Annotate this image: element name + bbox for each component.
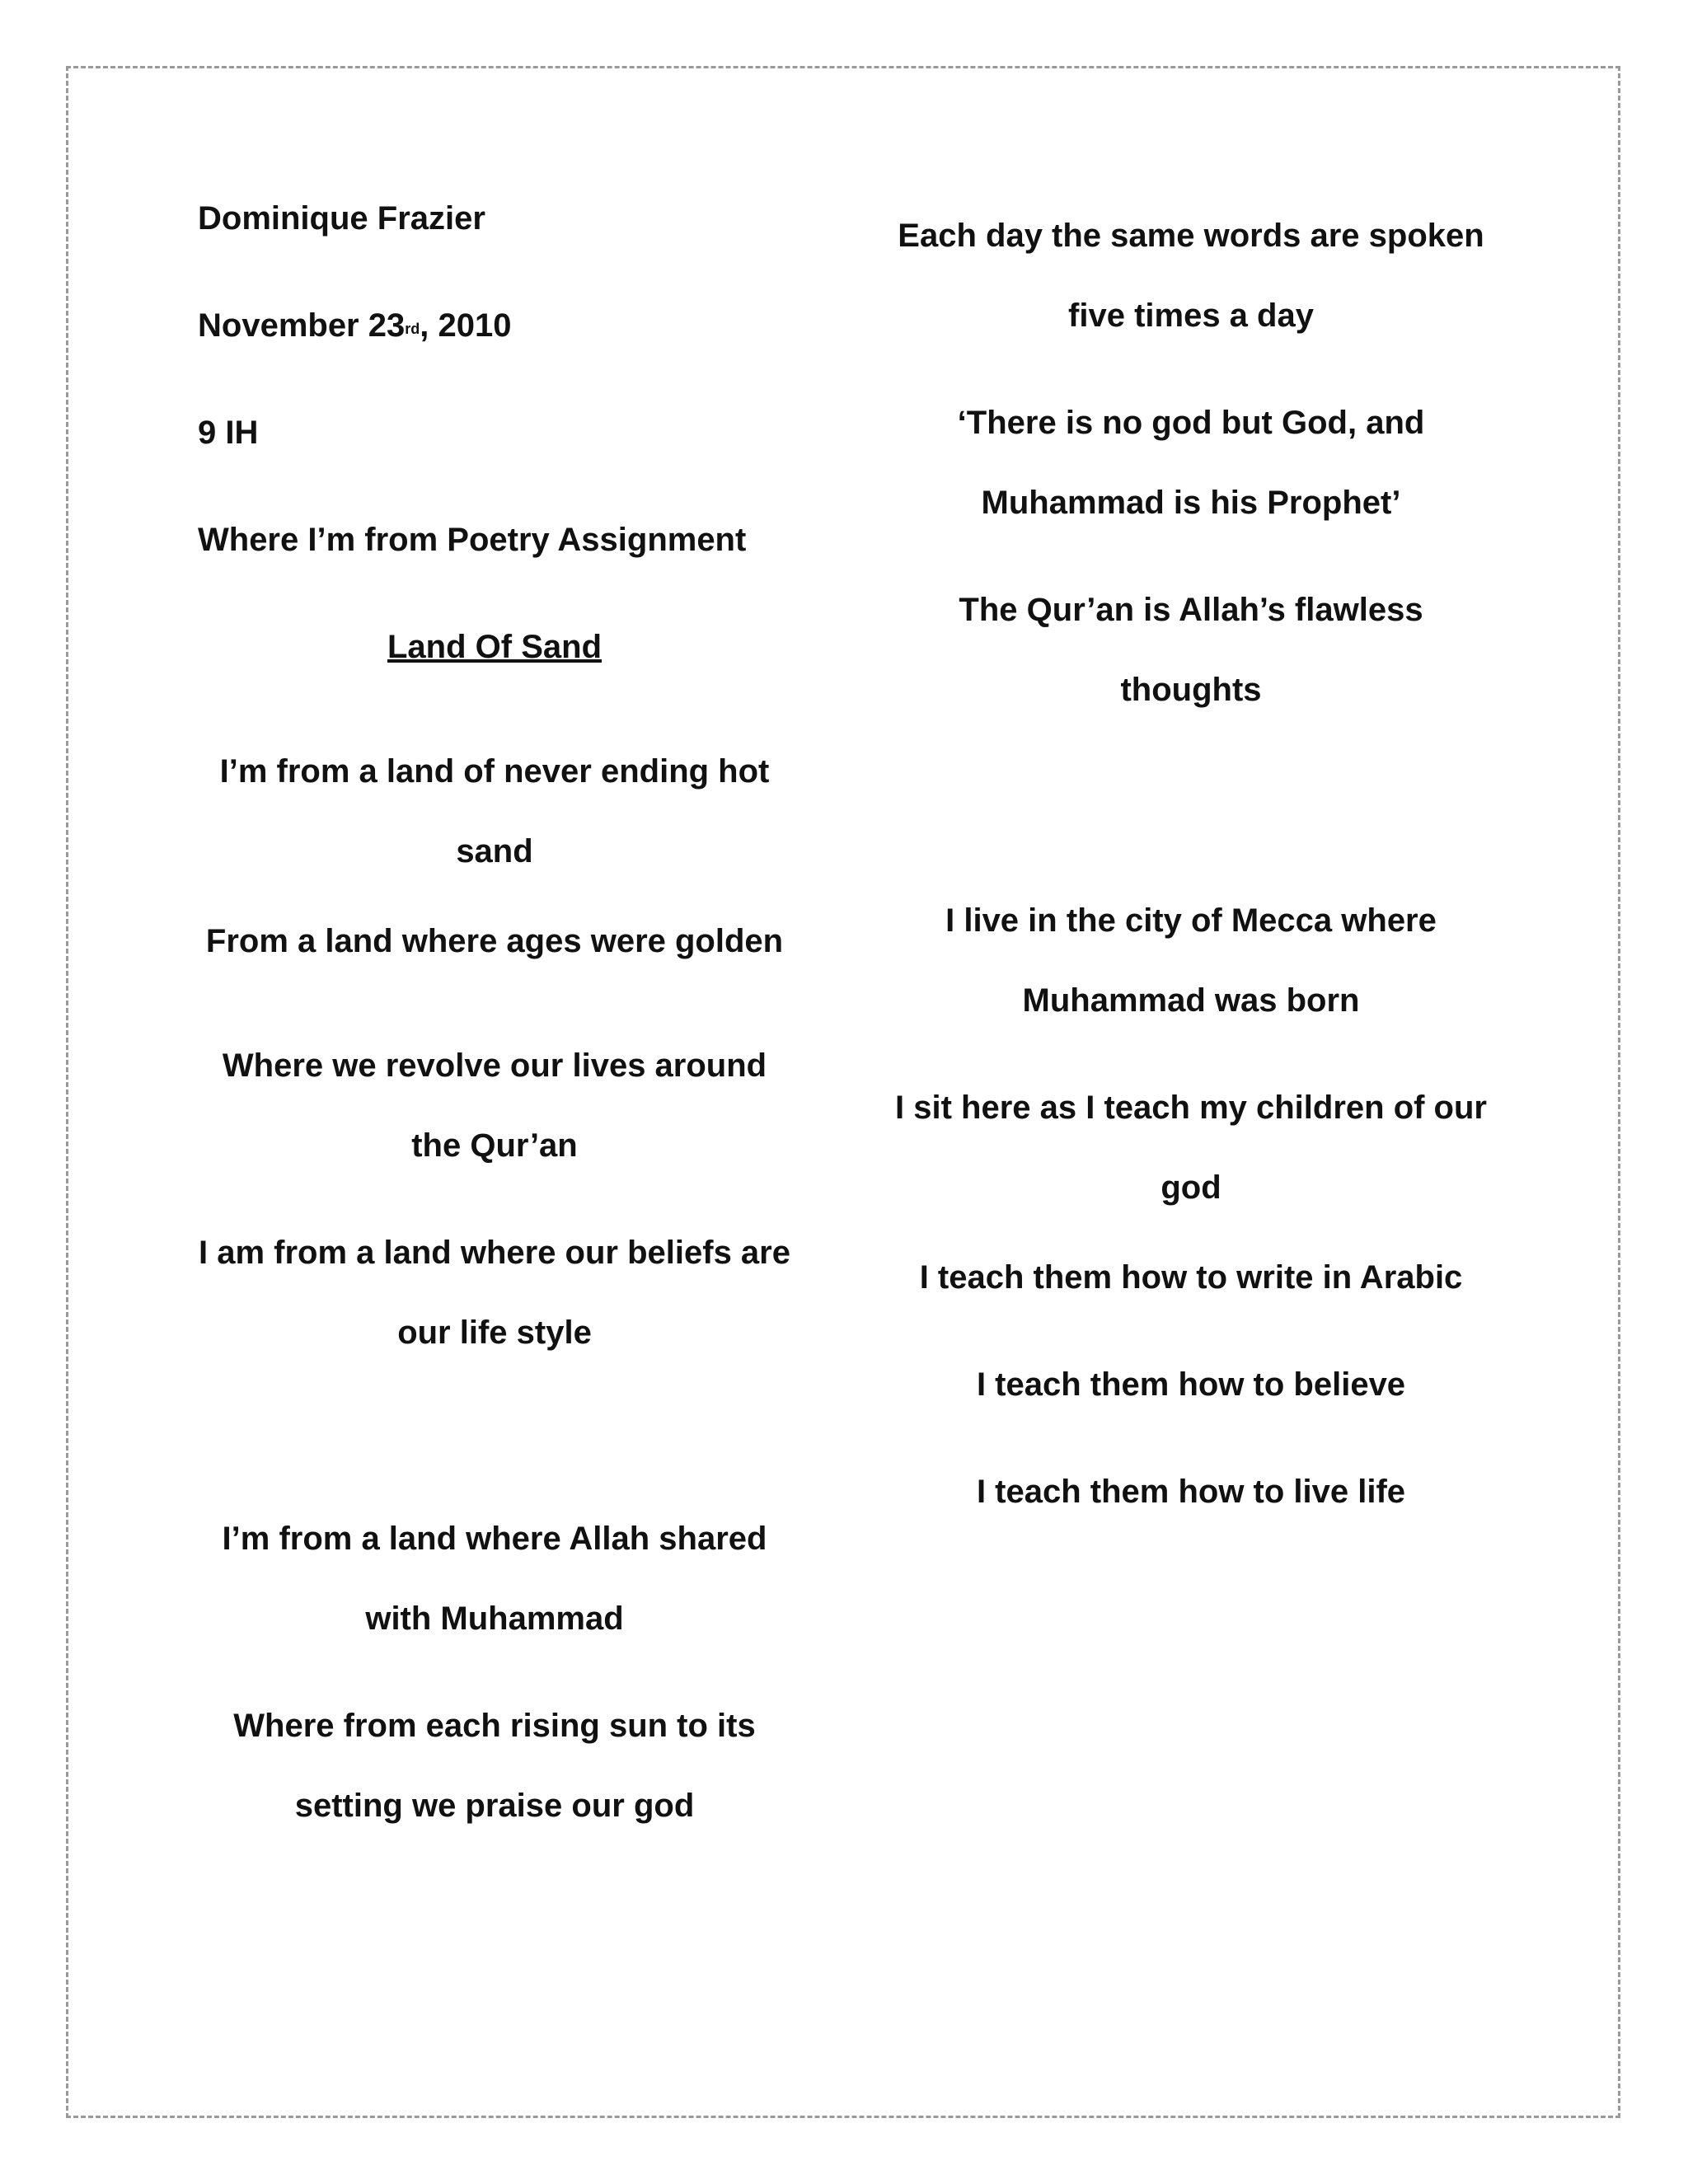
poem-line: I teach them how to write in Arabic — [919, 1259, 1463, 1296]
author-name: Dominique Frazier — [198, 200, 485, 237]
class-name: 9 IH — [198, 415, 259, 451]
stanza-break — [894, 757, 1488, 881]
date-tail: , 2010 — [420, 307, 512, 344]
poem-line: I’m from a land of never ending hot sand — [219, 753, 770, 869]
date-line — [198, 303, 791, 410]
poem-line: I’m from a land where Allah shared with Muhammad — [222, 1521, 767, 1637]
poem-line: Where from each rising sun to its setting we praise our god — [233, 1708, 756, 1824]
poem-line: The Qur’an is Allah’s flawless thoughts — [959, 592, 1423, 708]
poem-line: I sit here as I teach my children of our god — [895, 1090, 1487, 1206]
date-suffix: rd — [405, 321, 420, 337]
left-column — [198, 196, 791, 1873]
poem-line: Each day the same words are spoken five times a day — [898, 218, 1484, 334]
date-prefix: November 23 — [198, 307, 406, 344]
poem-line: I am from a land where our beliefs are our life style — [198, 1235, 790, 1351]
poem-line: I teach them how to believe — [976, 1366, 1406, 1403]
poem-line: I live in the city of Mecca where Muhammad was born — [945, 902, 1437, 1019]
poem-line: ‘There is no god but God, and Muhammad is his Prophet’ — [957, 405, 1425, 521]
poem-line: From a land where ages were golden — [205, 923, 784, 959]
poem-line: I teach them how to live life — [976, 1474, 1406, 1510]
poem-title: Land Of Sand — [387, 629, 602, 665]
right-column — [894, 196, 1488, 1577]
stanza-break — [198, 1400, 791, 1499]
assignment-title: Where I’m from Poetry Assignment — [198, 522, 747, 558]
poem-line: Where we revolve our lives around the Qur’an — [222, 1047, 767, 1164]
